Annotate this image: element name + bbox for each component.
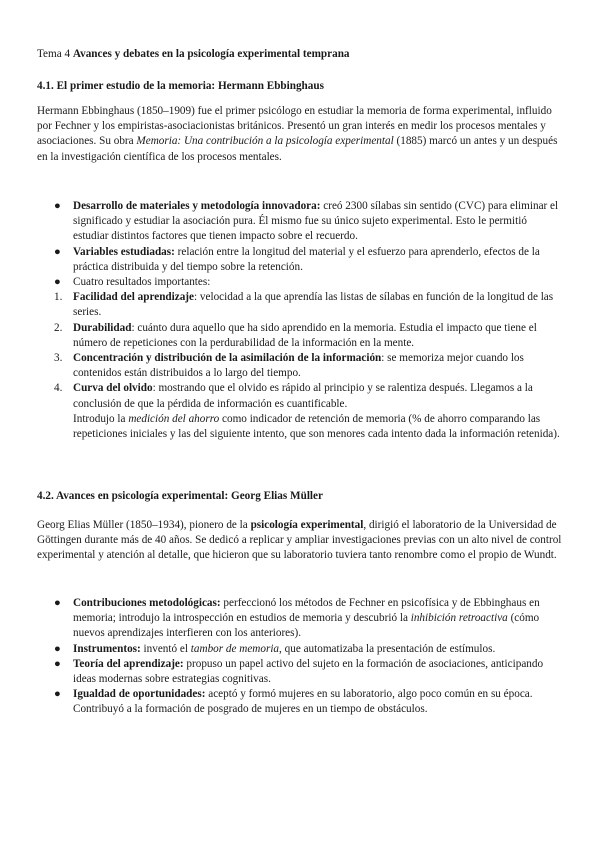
bullet-icon: ● bbox=[54, 642, 61, 655]
list-item: ● Contribuciones metodológicas: perfeccionó los métodos de Fechner en psicofísica y de Ebbinghaus en memoria; introdujo la introspección en estudios de memoria y descubrió la inhibición retroactiva (cómo nuevos aprendizajes interfieren con los anteriores). bbox=[54, 597, 540, 640]
title-text: Avances y debates en la psicología experimental temprana bbox=[72, 48, 350, 60]
section-heading-muller: 4.2. Avances en psicología experimental: Georg Elias Müller bbox=[37, 490, 323, 502]
bullet-icon: ● bbox=[54, 657, 61, 670]
numbered-item: 1. Facilidad del aprendizaje: velocidad a la que aprendía las listas de sílabas en función de la longitud de las series. bbox=[54, 291, 554, 319]
bullet-icon: ● bbox=[54, 245, 61, 258]
list-item: ● Variables estudiadas: relación entre la longitud del material y el esfuerzo para aprenderlo, efectos de la práctica distribuida y del tiempo sobre la retención. bbox=[54, 245, 540, 273]
bullet-icon: ● bbox=[54, 597, 61, 609]
list-item: ● Cuatro resultados importantes: bbox=[37, 275, 565, 290]
document-title bbox=[37, 47, 565, 62]
paragraph-muller-intro: Georg Elias Müller (1850–1934), pionero de la psicología experimental, dirigió el laboratorio de la Universidad de Göttingen durante más de 40 años. Se dedicó a replicar y ampliar investigaciones previas con un alto nivel de control experimental y atención al detalle, que hicieron que su laboratorio tuviera tanto renombre como el propio de Wundt. bbox=[37, 519, 562, 562]
title-prefix: Tema 4 bbox=[37, 48, 73, 60]
numbered-item: 3. Concentración y distribución de la asimilación de la información: se memoriza mejor cuando los contenidos están distribuidos a lo largo del tiempo. bbox=[54, 352, 524, 380]
bullet-icon: ● bbox=[54, 276, 61, 289]
list-item: ● Instrumentos: inventó el tambor de memoria, que automatizaba la presentación de estímulos. bbox=[37, 642, 565, 657]
paragraph-ebbinghaus-intro: Hermann Ebbinghaus (1850–1909) fue el primer psicólogo en estudiar la memoria de forma experimental, influido por Fechner y los empiristas-asociacionistas británicos. Presentó un gran interés en medir los procesos mentales y asociaciones. Su obra Memoria: Una contribución a la psicología experimental (1885) marcó un antes y un después en la investigación científica de los procesos mentales. bbox=[37, 105, 558, 163]
numbered-item: 4. Curva del olvido: mostrando que el olvido es rápido al principio y se ralentiza después. Llegamos a la conclusión de que la pérdida de información es cuantificable. Introdujo la medición del ahorro como indicador de retención de memoria (% de ahorro comparando las repeticiones iniciales y las del siguiente intento, que son menores cada intento dada la información retenida). bbox=[54, 382, 560, 441]
list-item: ● Igualdad de oportunidades: aceptó y formó mujeres en su laboratorio, algo poco común en su época. Contribuyó a la formación de posgrado de mujeres en un tiempo de obstáculos. bbox=[54, 688, 533, 716]
ebbinghaus-list bbox=[37, 199, 565, 442]
section-heading-ebbinghaus: 4.1. El primer estudio de la memoria: Hermann Ebbinghaus bbox=[37, 80, 324, 92]
bullet-icon: ● bbox=[54, 200, 61, 212]
list-item: ● Desarrollo de materiales y metodología innovadora: creó 2300 sílabas sin sentido (CVC) para eliminar el significado y estudiar la asociación pura. Él mismo fue su único sujeto experimental. Esto le permitió estudiar distintos factores que tienen impacto sobre el recuerdo. bbox=[54, 200, 559, 243]
numbered-item: 2. Durabilidad: cuánto dura aquello que ha sido aprendido en la memoria. Estudia el impacto que tiene el número de repeticiones con la perdurabilidad de la información en la mente. bbox=[54, 321, 537, 349]
book-title: Memoria: Una contribución a la psicología experimental bbox=[136, 135, 394, 148]
muller-list bbox=[37, 596, 565, 718]
list-item: ● Teoría del aprendizaje: propuso un papel activo del sujeto en la formación de asociaciones, anticipando ideas modernas sobre estrategias cognitivas. bbox=[54, 657, 544, 686]
bullet-icon: ● bbox=[54, 688, 61, 701]
